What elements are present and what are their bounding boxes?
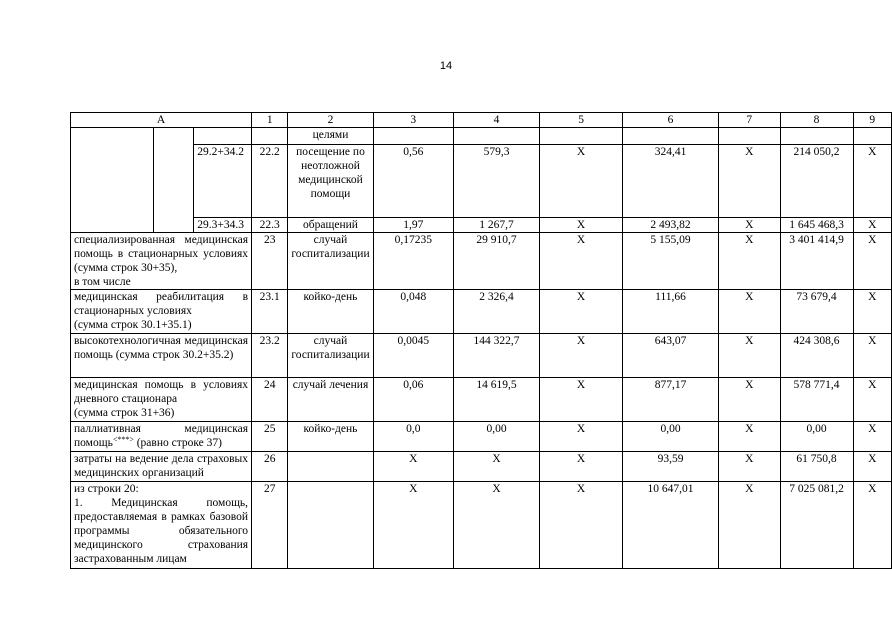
cell-num: 23.2 [252, 334, 288, 378]
cell-merged-a [71, 128, 154, 233]
cell-c5: Х [540, 452, 623, 482]
header-col-4: 4 [453, 113, 539, 128]
cell-c6: 93,59 [623, 452, 719, 482]
cell-num: 22.2 [252, 145, 288, 218]
cell-unit: целями [288, 128, 373, 145]
cell-c5: Х [540, 218, 623, 233]
cell-c4: Х [453, 482, 539, 569]
table-row [71, 482, 892, 569]
cell-name [71, 290, 252, 334]
header-col-3: 3 [373, 113, 453, 128]
table-row [71, 378, 892, 422]
cell-c5: Х [540, 145, 623, 218]
cell-c6: 0,00 [623, 422, 719, 452]
cell-sub: 29.3+34.3 [194, 218, 252, 233]
cell-num: 25 [252, 422, 288, 452]
cell-c7 [718, 128, 780, 145]
cell-num: 24 [252, 378, 288, 422]
cell-name-text: паллиативная медицинская помощь [74, 423, 249, 449]
cell-c5: Х [540, 334, 623, 378]
cell-num: 26 [252, 452, 288, 482]
cell-name [71, 422, 252, 452]
cell-c5: Х [540, 422, 623, 452]
cell-c3: 0,0045 [373, 334, 453, 378]
cell-c7: Х [718, 378, 780, 422]
cell-c9: Х [853, 452, 891, 482]
cell-c4: 0,00 [453, 422, 539, 452]
cell-c8: 578 771,4 [780, 378, 853, 422]
cell-c8: 1 645 468,3 [780, 218, 853, 233]
cell-unit [288, 452, 373, 482]
cell-unit: койко-день [288, 422, 373, 452]
table-row [71, 233, 892, 290]
cell-c8: 3 401 414,9 [780, 233, 853, 290]
cell-c3: 0,048 [373, 290, 453, 334]
cell-c9: Х [853, 482, 891, 569]
cell-c9: Х [853, 378, 891, 422]
table-row [71, 452, 892, 482]
cell-name [71, 378, 252, 422]
cell-c9: Х [853, 218, 891, 233]
cell-name [71, 233, 252, 290]
cell-c3: 0,0 [373, 422, 453, 452]
cell-c4: 14 619,5 [453, 378, 539, 422]
cell-unit: койко-день [288, 290, 373, 334]
cell-c6: 5 155,09 [623, 233, 719, 290]
header-col-8: 8 [780, 113, 853, 128]
cell-c8: 424 308,6 [780, 334, 853, 378]
cell-unit: случай госпитализации [288, 334, 373, 378]
cell-c9: Х [853, 290, 891, 334]
header-col-5: 5 [540, 113, 623, 128]
cell-num: 23.1 [252, 290, 288, 334]
cell-c7: Х [718, 145, 780, 218]
cell-num: 27 [252, 482, 288, 569]
cell-num: 23 [252, 233, 288, 290]
table-row [71, 422, 892, 452]
cell-merged-b [153, 128, 194, 233]
cell-c3: Х [373, 482, 453, 569]
cell-c5 [540, 128, 623, 145]
cell-c6: 2 493,82 [623, 218, 719, 233]
cell-c5: Х [540, 233, 623, 290]
table-row [71, 334, 892, 378]
cell-name-text-2: в том числе [74, 276, 131, 288]
cell-c5: Х [540, 290, 623, 334]
cell-c6: 111,66 [623, 290, 719, 334]
cell-c3: 1,97 [373, 218, 453, 233]
cell-num [252, 128, 288, 145]
cell-sub [194, 128, 252, 145]
cell-c6: 324,41 [623, 145, 719, 218]
cell-name: высокотехнологичная медицинская помощь (сумма строк 30.2+35.2) [71, 334, 252, 378]
cell-c5: Х [540, 378, 623, 422]
cell-c7: Х [718, 452, 780, 482]
cell-unit: обращений [288, 218, 373, 233]
header-col-6: 6 [623, 113, 719, 128]
cell-c7: Х [718, 334, 780, 378]
cell-c9 [853, 128, 891, 145]
cell-unit: посещение по неотложной медицинской помощи [288, 145, 373, 218]
cell-c8: 214 050,2 [780, 145, 853, 218]
cell-unit: случай госпитализации [288, 233, 373, 290]
cell-name-text: специализированная медицинская помощь в стационарных условиях (сумма строк 30+35), [74, 234, 249, 274]
table-row [71, 218, 892, 233]
cell-name-text: медицинская реабилитация в стационарных условиях [74, 291, 249, 317]
header-col-1: 1 [252, 113, 288, 128]
cell-name-text-2: (сумма строк 31+36) [74, 407, 175, 419]
cell-c9: Х [853, 145, 891, 218]
cell-unit: случай лечения [288, 378, 373, 422]
cell-c8 [780, 128, 853, 145]
cell-c8: 0,00 [780, 422, 853, 452]
cell-c7: Х [718, 218, 780, 233]
cell-c3: Х [373, 452, 453, 482]
cell-c6: 10 647,01 [623, 482, 719, 569]
cell-c3: 0,06 [373, 378, 453, 422]
cell-c6 [623, 128, 719, 145]
footnote-marker: <***> [112, 435, 134, 444]
cell-c7: Х [718, 233, 780, 290]
cell-name-text-2: 1. Медицинская помощь, предоставляемая в рамках базовой программы обязательного медицинского страхования застрахованным лицам [74, 497, 249, 565]
cell-c7: Х [718, 422, 780, 452]
cell-c4 [453, 128, 539, 145]
cell-c4: 1 267,7 [453, 218, 539, 233]
cell-name-text-2: (сумма строк 30.1+35.1) [74, 319, 192, 331]
cell-c4: 2 326,4 [453, 290, 539, 334]
cell-unit [288, 482, 373, 569]
cell-name: затраты на ведение дела страховых медицинских организаций [71, 452, 252, 482]
cell-c3: 0,56 [373, 145, 453, 218]
cell-c4: 29 910,7 [453, 233, 539, 290]
cell-c6: 877,17 [623, 378, 719, 422]
cell-c3: 0,17235 [373, 233, 453, 290]
header-col-9: 9 [853, 113, 891, 128]
cell-c7: Х [718, 290, 780, 334]
table-row [71, 128, 892, 145]
cell-c9: Х [853, 422, 891, 452]
cell-c8: 61 750,8 [780, 452, 853, 482]
cell-c4: 144 322,7 [453, 334, 539, 378]
cell-c4: 579,3 [453, 145, 539, 218]
cell-c4: Х [453, 452, 539, 482]
header-col-a: А [71, 113, 252, 128]
cell-sub: 29.2+34.2 [194, 145, 252, 218]
cell-c8: 73 679,4 [780, 290, 853, 334]
cell-c6: 643,07 [623, 334, 719, 378]
table-row [71, 290, 892, 334]
cell-c5: Х [540, 482, 623, 569]
header-row [71, 113, 892, 128]
table-row [71, 145, 892, 218]
cell-c3 [373, 128, 453, 145]
cell-name-text: медицинская помощь в условиях дневного стационара [74, 379, 249, 405]
cell-name [71, 482, 252, 569]
page-number: 14 [439, 60, 453, 72]
data-table [70, 112, 892, 569]
cell-name-text: из строки 20: [74, 483, 139, 495]
header-col-7: 7 [718, 113, 780, 128]
cell-c8: 7 025 081,2 [780, 482, 853, 569]
cell-num: 22.3 [252, 218, 288, 233]
cell-c9: Х [853, 334, 891, 378]
cell-name-text-2: (равно строке 37) [133, 437, 222, 449]
header-col-2: 2 [288, 113, 373, 128]
cell-c7: Х [718, 482, 780, 569]
cell-c9: Х [853, 233, 891, 290]
